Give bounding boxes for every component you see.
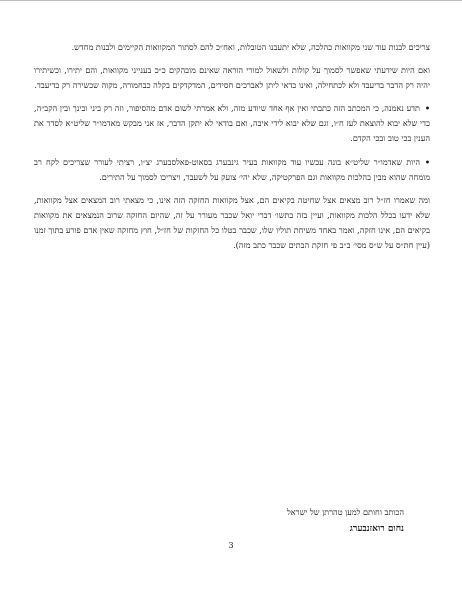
body-text: [34, 40, 430, 261]
bullet-icon: •: [424, 103, 430, 114]
paragraph-4: [34, 155, 430, 185]
paragraph-2: [34, 63, 430, 93]
paragraph-3-text: תדע נאמנה, כי המכתב הזה כתבתי ואין אף אחד שיודע מזה, ולא אמרתי לשום אדם מהסיפור, וזה רק ביני ובינך ובין הקב״ה, כדי שלא יבוא להוצאת לעז ח״ו, וגם שלא יבוא לידי איבה, ואם בודאי לא יתקן הדבר, אז אני מבקש מאדמו״ר שליט״א לסדר את הענין בכי טוב ובכי הקדם.: [34, 103, 430, 144]
closing-block: [287, 504, 404, 538]
signature: נחום רואזנבערג: [349, 524, 404, 534]
paragraph-5: ומה שאמרו חז״ל רוב מצאים אצל שחיטה בקיאים הם, אצל מקוואות החזקה הזה אינו, כי מצאתי רוב המצאים אצל מקוואות, שלא ידעו בכלל הלכות מקוואות, ועיין בזה בתשו׳ דברי יואל שכבר מעורר על זה, שהיום החזקה שרוב הנמצאים את מקוואות בקיאים הם, אינו חזקה, ואמר באחד משיחת תוליו שלו, שכבר בטלו כל החזקות של חז״ל, חוץ מחזקה שאין אדם פורע בתוך זמנו (עיין חת״ס על ש״ס מסי׳ ב״ב פי חזקת הבתים שכבר כתב מזה).: [34, 194, 430, 251]
scan-edge: [0, 0, 462, 1]
paragraph-1: צריכים לבנות עוד שני מקוואות כהלכה, שלא יתעבנו הטובלות, ואח״כ להם לסתור המקוואות הקיימים ולבנות מחדש.: [71, 42, 430, 52]
paragraph-2-text: ואם היות שידעתי שאפשר לסמוך על קולות ולשאול למורי הוראה שאינם מובהקים כ״כ בענייני מקוואות, והם יתירו, וכשיתירו יהיה רק הדבר בדיעבד ולא לכתחילה, ואינו כדאי ליתן לאברכים חסידים, המדקדקים בקלה כבחמורה, מקוה שכשירה רק בדיעבד.: [34, 65, 430, 91]
closing-line: הכותב וחותם למען טהרתן של ישראל: [286, 507, 404, 517]
paragraph-4-text: היות שאדמו״ר שליט״א בונה עכשיו עוד מקוואות בעיר גינבערג בסאוט-פאלסבערג יצ״ו, רציתי לעורר שצריכים לקח רב מומחה שהוא מבין בהלכות מקוואות וגם הפרקטיקה, שלא יהי׳ צועק על לשעבר, ויצריכו לסמוך על התירים.: [34, 156, 430, 182]
paragraph-3: [34, 101, 430, 146]
bullet-icon: •: [424, 156, 430, 167]
page-number: 3: [228, 541, 234, 550]
